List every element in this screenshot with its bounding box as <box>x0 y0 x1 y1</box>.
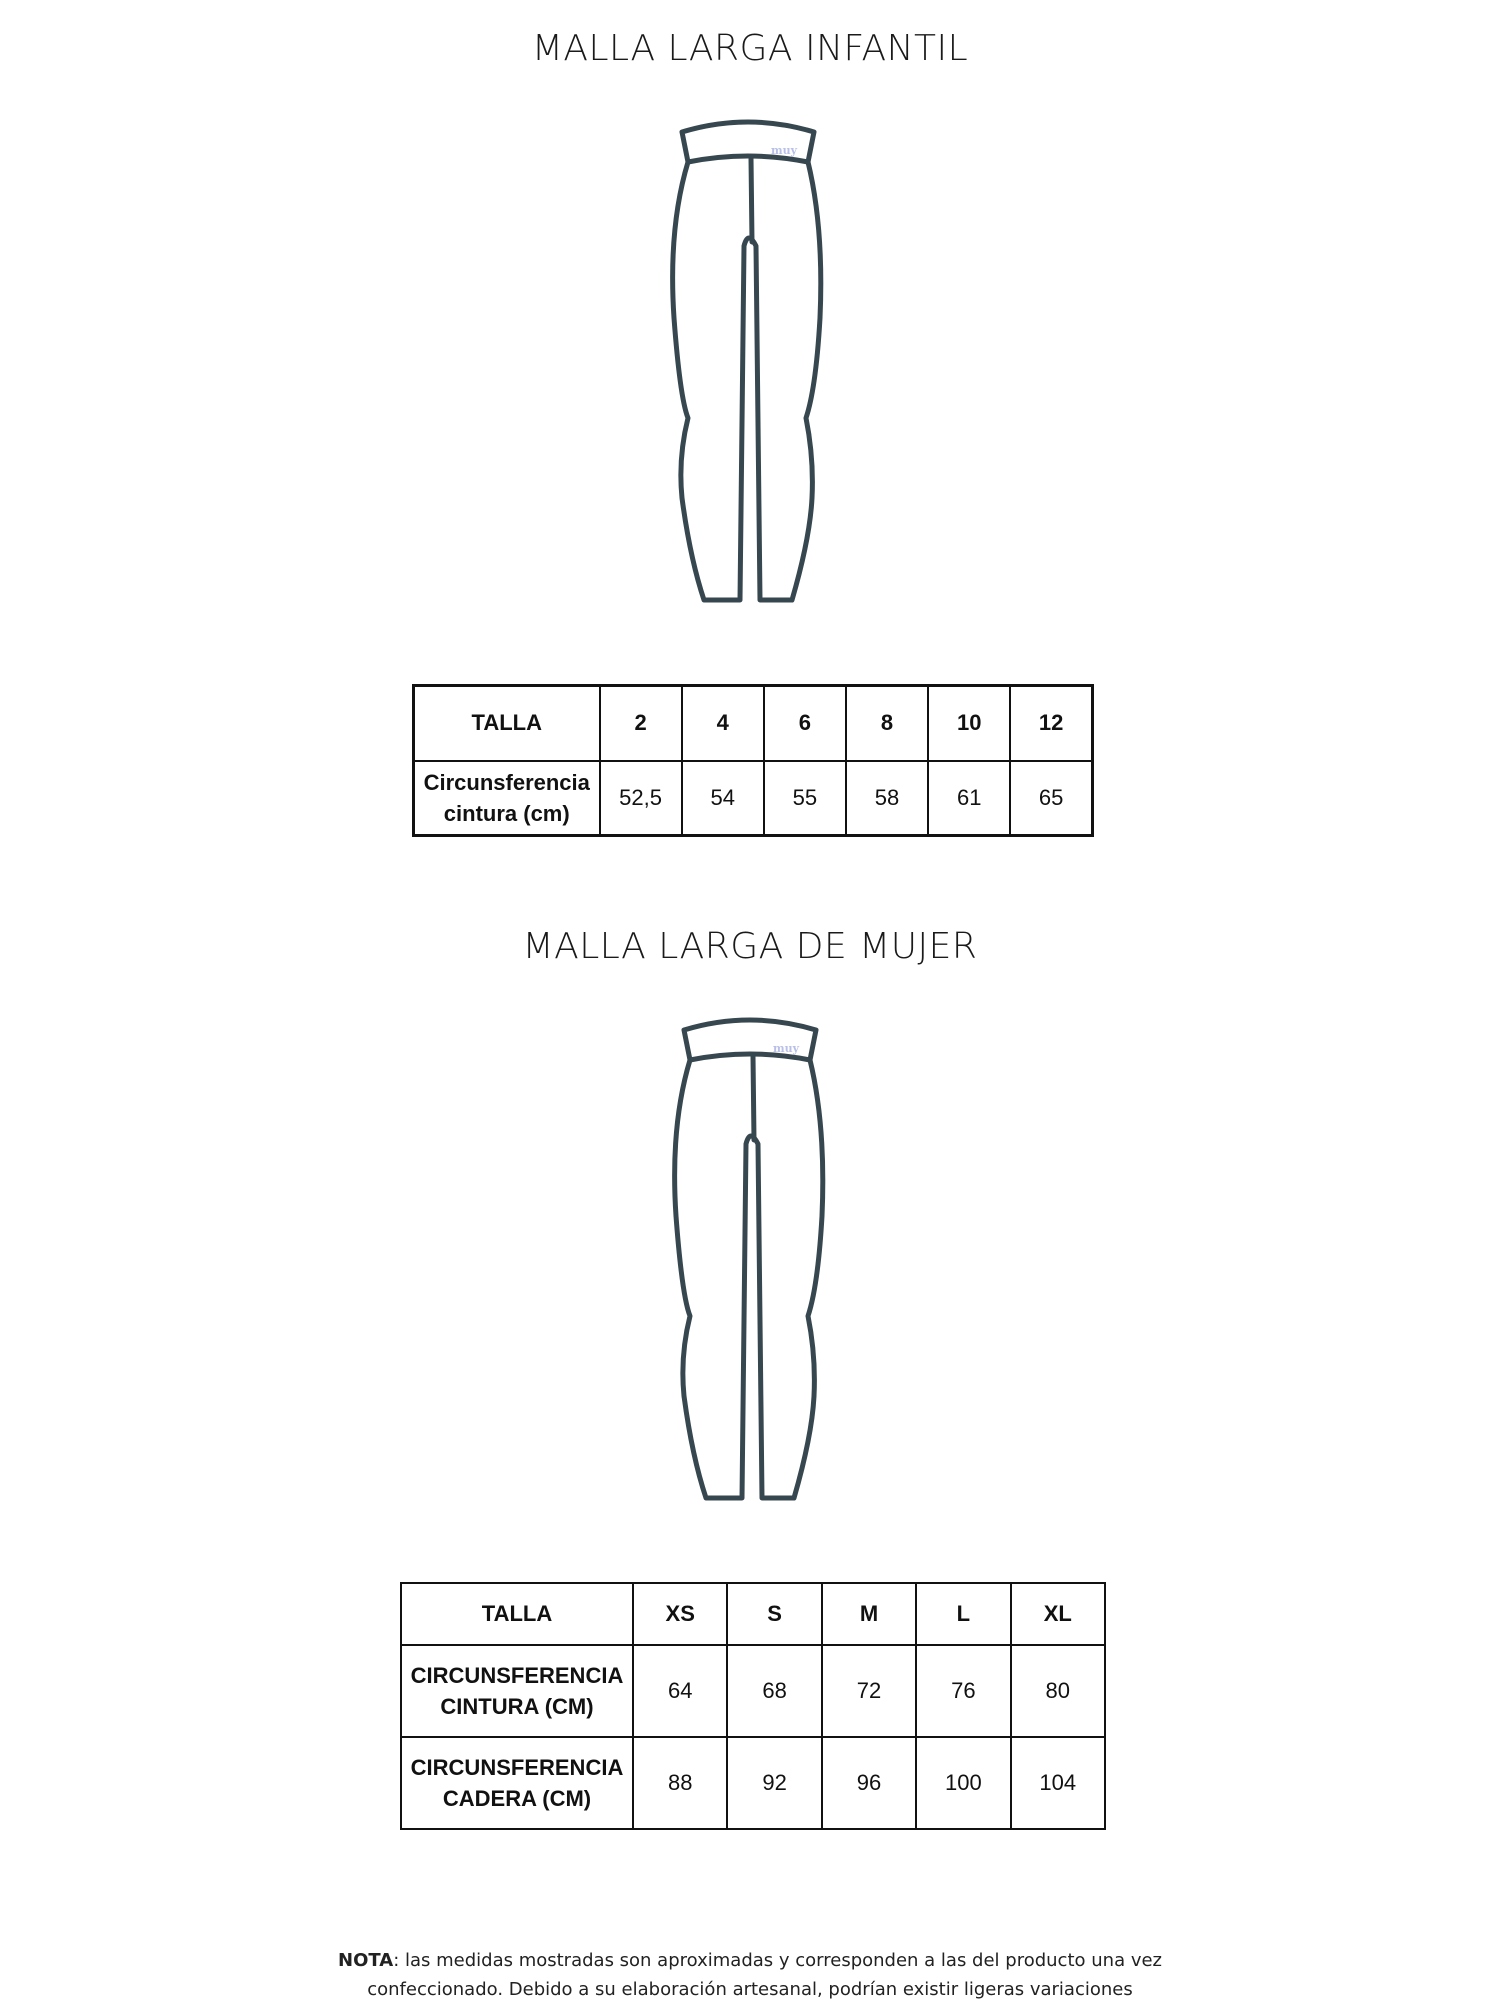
women-hip-row-label <box>401 1737 633 1829</box>
kids-size-10: 10 <box>928 686 1010 761</box>
women-size-l: L <box>916 1583 1010 1645</box>
footnote-label: NOTA <box>338 1950 394 1971</box>
kids-waist-value: 65 <box>1010 761 1092 836</box>
women-size-xs: XS <box>633 1583 727 1645</box>
footnote-line1 <box>0 1946 1500 1975</box>
women-waist-value: 68 <box>727 1645 821 1737</box>
women-hip-value: 100 <box>916 1737 1010 1829</box>
women-hip-label-line2: CADERA (CM) <box>442 1786 592 1811</box>
women-logo-text: muy <box>772 1042 800 1055</box>
women-hip-row <box>401 1737 1105 1829</box>
women-size-m: M <box>822 1583 916 1645</box>
kids-size-6: 6 <box>764 686 846 761</box>
women-waist-value: 64 <box>633 1645 727 1737</box>
women-size-s: S <box>727 1583 821 1645</box>
kids-size-table <box>412 684 1094 837</box>
kids-waist-value: 61 <box>928 761 1010 836</box>
kids-title: MALLA LARGA INFANTIL <box>531 28 969 69</box>
kids-waist-label-line2: cintura (cm) <box>443 800 570 826</box>
women-size-xl: XL <box>1011 1583 1105 1645</box>
kids-waist-value: 54 <box>682 761 764 836</box>
women-waist-label-line1: CIRCUNSFERENCIA <box>410 1663 624 1688</box>
women-talla-header: TALLA <box>401 1583 633 1645</box>
kids-waist-value: 52,5 <box>600 761 682 836</box>
kids-waist-label-line1: Circunsferencia <box>423 769 590 795</box>
kids-waist-value: 55 <box>764 761 846 836</box>
women-hip-value: 104 <box>1011 1737 1105 1829</box>
kids-waist-value: 58 <box>846 761 928 836</box>
kids-waist-row-label <box>414 761 600 836</box>
women-waist-row <box>401 1645 1105 1737</box>
women-hip-value: 92 <box>727 1737 821 1829</box>
women-waist-label-line2: CINTURA (CM) <box>440 1694 594 1719</box>
women-hip-value: 96 <box>822 1737 916 1829</box>
footnote-text-1: : las medidas mostradas son aproximadas y corresponden a las del producto una vez <box>393 1950 1162 1971</box>
kids-size-12: 12 <box>1010 686 1092 761</box>
footnote-line2: confeccionado. Debido a su elaboración artesanal, podrían existir ligeras variaciones <box>367 1979 1133 2000</box>
kids-waist-row <box>414 761 1093 836</box>
women-table-header-row <box>401 1583 1105 1645</box>
kids-leggings-illustration <box>660 118 840 608</box>
kids-size-2: 2 <box>600 686 682 761</box>
women-hip-label-line1: CIRCUNSFERENCIA <box>410 1755 624 1780</box>
kids-size-4: 4 <box>682 686 764 761</box>
women-waist-value: 76 <box>916 1645 1010 1737</box>
women-waist-value: 72 <box>822 1645 916 1737</box>
kids-size-8: 8 <box>846 686 928 761</box>
women-waist-row-label <box>401 1645 633 1737</box>
women-size-table <box>400 1582 1106 1830</box>
kids-talla-header: TALLA <box>414 686 600 761</box>
women-leggings-illustration <box>662 1016 842 1506</box>
footnote <box>0 1946 1500 2004</box>
women-hip-value: 88 <box>633 1737 727 1829</box>
kids-table-header-row <box>414 686 1093 761</box>
kids-logo-text: muy <box>770 144 798 157</box>
women-title: MALLA LARGA DE MUJER <box>522 926 978 967</box>
women-waist-value: 80 <box>1011 1645 1105 1737</box>
